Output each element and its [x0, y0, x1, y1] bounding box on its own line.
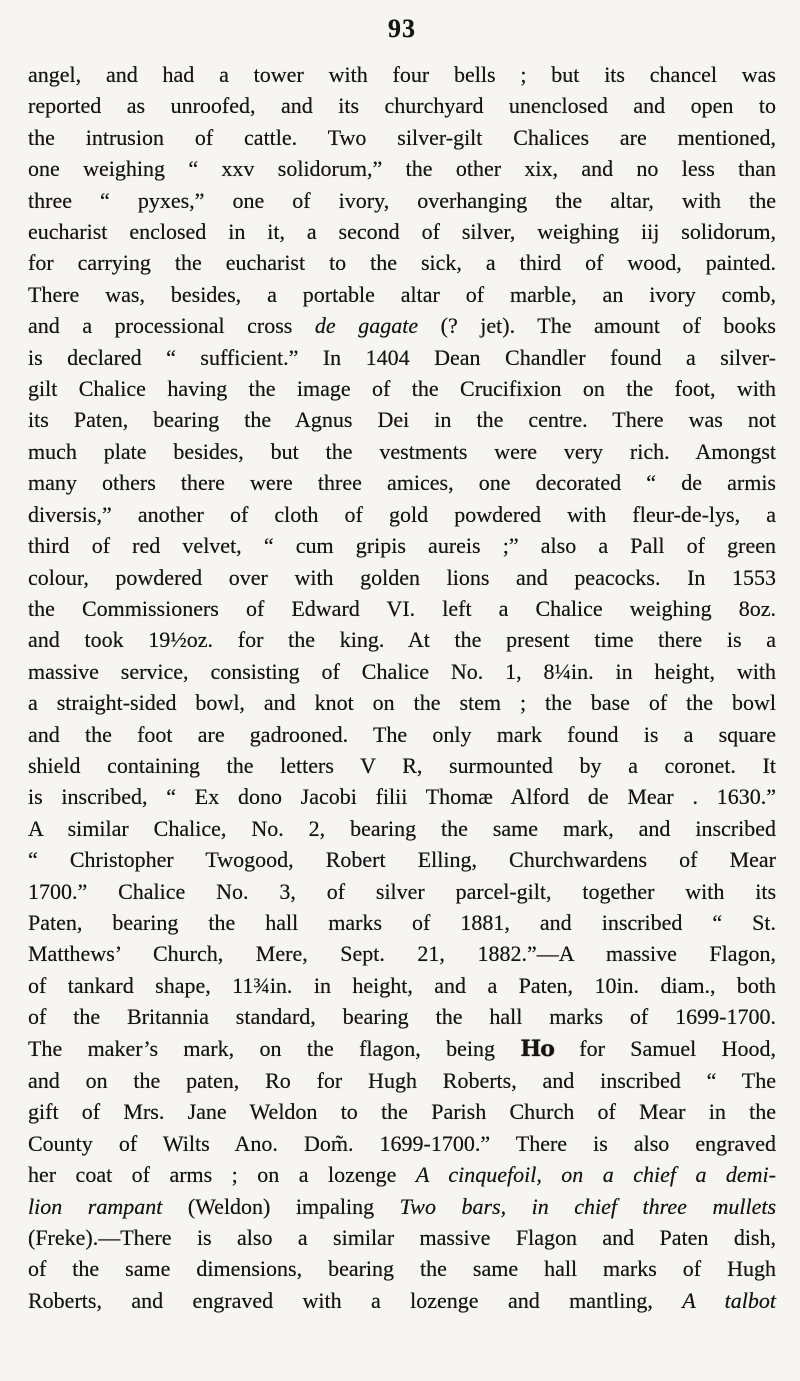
text-segment: is declared “ sufficient.” In 1404 Dean Chandler found a silver- — [28, 344, 776, 370]
text-line — [28, 1159, 776, 1190]
text-segment: and a processional cross — [28, 313, 315, 339]
text-segment: many others there were three amices, one decorated “ de armis — [28, 470, 776, 496]
text-line — [28, 1128, 776, 1159]
text-segment: (Freke).—There is also a similar massive Flagon and Paten dish, — [28, 1225, 776, 1251]
text-segment: eucharist enclosed in it, a second of silver, weighing iij solidorum, — [28, 219, 776, 245]
text-line — [28, 719, 776, 750]
text-line — [28, 404, 776, 435]
text-segment: Two bars, in chief three mullets — [399, 1193, 777, 1219]
text-line — [28, 970, 776, 1001]
text-line — [28, 185, 776, 216]
text-line — [28, 781, 776, 812]
text-line — [28, 310, 776, 341]
text-segment: of the Britannia standard, bearing the hall marks of 1699-1700. — [28, 1004, 776, 1030]
text-segment: “ Christopher Twogood, Robert Elling, Churchwardens of Mear — [28, 847, 776, 873]
text-line — [28, 467, 776, 498]
text-line — [28, 436, 776, 467]
text-line — [28, 153, 776, 184]
text-segment: gift of Mrs. Jane Weldon to the Parish Church of Mear in the — [28, 1099, 776, 1125]
text-segment: (Weldon) impaling — [162, 1193, 400, 1219]
text-segment: of tankard shape, 11¾in. in height, and a Paten, 10in. diam., both — [28, 972, 776, 998]
text-line — [28, 1096, 776, 1127]
text-segment: colour, powdered over with golden lions and peacocks. In 1553 — [28, 564, 776, 590]
text-segment: A cinquefoil, on a chief a demi- — [415, 1162, 777, 1188]
text-line — [28, 687, 776, 718]
text-segment: 1700.” Chalice No. 3, of silver parcel-gilt, together with its — [28, 878, 776, 904]
text-segment: a straight-sided bowl, and knot on the stem ; the base of the bowl — [28, 690, 776, 716]
text-line — [28, 1001, 776, 1032]
text-line — [28, 90, 776, 121]
text-line — [28, 1253, 776, 1284]
text-segment: A similar Chalice, No. 2, bearing the same mark, and inscribed — [28, 815, 776, 841]
text-segment: Matthews’ Church, Mere, Sept. 21, 1882.”—A massive Flagon, — [28, 941, 776, 967]
text-line — [28, 247, 776, 278]
page-number: 93 — [388, 14, 416, 43]
text-segment: shield containing the letters V R, surmounted by a coronet. It — [28, 752, 776, 778]
text-segment: three “ pyxes,” one of ivory, overhanging the altar, with the — [28, 187, 776, 213]
text-line — [28, 624, 776, 655]
text-segment: lion rampant — [28, 1193, 163, 1219]
text-segment: de gagate — [314, 313, 419, 339]
text-line — [28, 279, 776, 310]
text-line — [28, 59, 776, 90]
text-line — [28, 1222, 776, 1253]
text-line — [28, 1033, 776, 1065]
text-segment: County of Wilts Ano. Dom̃. 1699-1700.” There is also engraved — [28, 1130, 776, 1156]
text-line — [28, 844, 776, 875]
text-line — [28, 813, 776, 844]
text-line — [28, 530, 776, 561]
text-line — [28, 373, 776, 404]
text-line — [28, 562, 776, 593]
text-segment: her coat of arms ; on a lozenge — [28, 1162, 416, 1188]
text-line — [28, 1191, 776, 1222]
text-segment: and on the paten, Ro for Hugh Roberts, and inscribed “ The — [28, 1068, 776, 1093]
text-segment: A talbot — [682, 1287, 776, 1313]
text-segment: diversis,” another of cloth of gold powdered with fleur-de-lys, a — [28, 501, 776, 527]
text-segment: Paten, bearing the hall marks of 1881, and inscribed “ St. — [28, 909, 776, 935]
text-segment: (? jet). The amount of books — [418, 313, 776, 339]
text-segment: and took 19½oz. for the king. At the present time there is a — [28, 627, 776, 653]
text-segment: gilt Chalice having the image of the Crucifixion on the foot, with — [28, 376, 776, 402]
text-segment: for carrying the eucharist to the sick, a third of wood, painted. — [28, 250, 776, 276]
text-line — [28, 938, 776, 969]
text-line — [28, 593, 776, 624]
text-segment: its Paten, bearing the Agnus Dei in the centre. There was not — [28, 407, 776, 433]
text-line — [28, 1065, 776, 1096]
text-segment: angel, and had a tower with four bells ; but its chancel was — [28, 62, 776, 87]
makers-mark-text: Ho — [520, 1035, 554, 1062]
text-segment: of the same dimensions, bearing the same hall marks of Hugh — [28, 1256, 776, 1282]
text-segment: The maker’s mark, on the flagon, being — [28, 1035, 521, 1061]
text-line — [28, 750, 776, 781]
page-text — [28, 59, 776, 1316]
text-line — [28, 1285, 776, 1316]
text-segment: the intrusion of cattle. Two silver-gilt Chalices are mentioned, — [28, 124, 776, 150]
text-segment: massive service, consisting of Chalice No. 1, 8¼in. in height, with — [28, 658, 776, 684]
text-segment: much plate besides, but the vestments were very rich. Amongst — [28, 438, 776, 464]
text-segment: is inscribed, “ Ex dono Jacobi filii Thomæ Alford de Mear . 1630.” — [28, 784, 776, 810]
text-line — [28, 907, 776, 938]
text-segment: There was, besides, a portable altar of marble, an ivory comb, — [28, 281, 776, 307]
text-line — [28, 499, 776, 530]
text-line — [28, 342, 776, 373]
text-segment: third of red velvet, “ cum gripis aureis ;” also a Pall of green — [28, 533, 776, 559]
text-line — [28, 122, 776, 153]
text-segment: reported as unroofed, and its churchyard unenclosed and open to — [28, 93, 776, 119]
text-line — [28, 656, 776, 687]
text-line — [28, 216, 776, 247]
text-segment: and the foot are gadrooned. The only mark found is a square — [28, 721, 776, 747]
text-segment: one weighing “ xxv solidorum,” the other xix, and no less than — [28, 156, 776, 182]
text-line — [28, 876, 776, 907]
text-segment: Roberts, and engraved with a lozenge and mantling, — [28, 1287, 683, 1313]
text-segment: the Commissioners of Edward VI. left a Chalice weighing 8oz. — [28, 595, 776, 621]
text-segment: for Samuel Hood, — [553, 1035, 777, 1061]
